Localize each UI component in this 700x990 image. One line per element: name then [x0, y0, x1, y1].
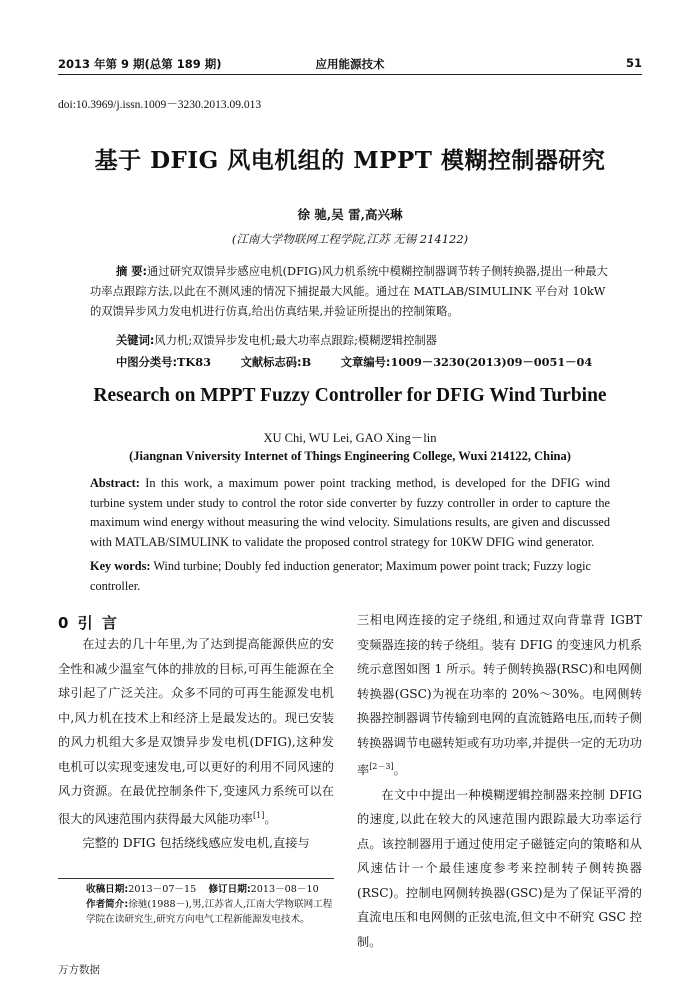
- paragraph: 在过去的几十年里,为了达到提高能源供应的安全性和减少温室气体的排放的目标,可再生能源在全球引起了广泛关注。众多不同的可再生能源发电机中,风力机在技术上和经济上是最发达的。现已安装的风力机组大多是双馈异步发电机(DFIG),这种发电机可以实现变速发电,可以更好的利用不同风速的风力资源。在最优控制条件下,变速风力系统可以在很大的风速范围内获得最大风能功率[1]。: [58, 637, 334, 826]
- clc-number: 中图分类号:TK83: [116, 355, 211, 369]
- keywords-chinese: [116, 332, 610, 348]
- authors-english: XU Chi, WU Lei, GAO Xing－lin: [263, 431, 437, 445]
- abstract-en-label: Abstract:: [90, 476, 140, 490]
- classification-line: [116, 354, 610, 370]
- abstract-en-text: In this work, a maximum power point tracking method, is developed for the DFIG wind turbine system under study to control the rotor side converter by fuzzy controller in order to capture the maximum wind energy without measuring the wind velocity. Simulations results, are given and discussed with MATLAB/SIMULINK to validate the proposed control strategy for 10KW DFIG wind generator.: [90, 476, 610, 549]
- footnote: [86, 882, 336, 927]
- body-left-column: [58, 632, 334, 856]
- article-number: 文章编号:1009－3230(2013)09－0051－04: [340, 355, 593, 369]
- affiliation-english: (Jiangnan Vniversity Internet of Things Engineering College, Wuxi 214122, China): [129, 449, 571, 463]
- page-number: 51: [625, 56, 642, 70]
- doi: doi:10.3969/j.issn.1009－3230.2013.09.013: [58, 99, 262, 111]
- paragraph: 在文中中提出一种模糊逻辑控制器来控制 DFIG 的速度,以此在较大的风速范围内跟踪最大功率运行点。该控制器用于通过使用定子磁链定向的策略和从风速估计一个最佳速度参考来控制转子侧转换器(RSC)。控制电网侧转换器(GSC)是为了保证平滑的直流电压和电网侧的正弦电流,但文中不研究 GSC 控制。: [357, 787, 642, 949]
- abstract-english: [90, 474, 610, 552]
- authors-chinese: 徐 驰,吴 雷,高兴琳: [297, 207, 403, 222]
- footer-watermark: 万方数据: [58, 964, 100, 976]
- title-english: Research on MPPT Fuzzy Controller for DFIG Wind Turbine: [93, 385, 607, 406]
- citation: [2－3]: [369, 762, 394, 771]
- document-code: 文献标志码:B: [240, 355, 312, 369]
- footnote-dates: 收稿日期:2013－07－15 修订日期:2013－08－10: [86, 884, 319, 895]
- footnote-rule: [58, 878, 334, 879]
- keywords-label: 关键词:: [116, 334, 155, 347]
- paragraph: 完整的 DFIG 包括绕线感应发电机,直接与: [82, 836, 310, 851]
- footnote-author: 作者简介:徐驰(1988－),男,江苏省人,江南大学物联网工程学院在读研究生,研究方向电气工程新能源发电技术。: [86, 899, 333, 925]
- affiliation-chinese: (江南大学物联网工程学院,江苏 无锡 214122): [231, 232, 469, 246]
- keywords-en-text: Wind turbine; Doubly fed induction generator; Maximum power point track; Fuzzy logic controller.: [90, 559, 591, 593]
- title-chinese: 基于 DFIG 风电机组的 MPPT 模糊控制器研究: [94, 147, 606, 174]
- paragraph: 三相电网连接的定子绕组,和通过双向背靠背 IGBT 变频器连接的转子绕组。装有 DFIG 的变速风力机系统示意图如图 1 所示。转子侧转换器(RSC)和电网侧转换器(GSC)为视在功率的 20%～30%。电网侧转换器控制器调节传输到电网的直流链路电压,而转子侧转换器调节电磁转矩或有功功率,并提供一定的无功功率[2－3]。: [357, 613, 642, 778]
- abstract-text: 通过研究双馈异步感应电机(DFIG)风力机系统中模糊控制器调节转子侧转换器,提出一种最大功率点跟踪方法,以此在不测风速的情况下捕捉最大风能。通过在 MATLAB/SIMULINK 平台对 10kW 的双馈异步风力发电机进行仿真,给出仿真结果,并验证所提出的控制策略。: [90, 265, 608, 318]
- journal-name: 应用能源技术: [315, 57, 385, 71]
- keywords-english: [90, 557, 610, 596]
- body-right-column: [357, 608, 642, 954]
- keywords-text: 风力机;双馈异步发电机;最大功率点跟踪;模糊逻辑控制器: [154, 334, 437, 347]
- journal-issue: 2013 年第 9 期(总第 189 期): [58, 57, 222, 71]
- abstract-chinese: [90, 262, 610, 322]
- citation: [1]: [253, 810, 265, 820]
- header-rule: [58, 74, 642, 75]
- section-heading-introduction: 0 引 言: [58, 614, 119, 632]
- running-header: [58, 52, 642, 74]
- keywords-en-label: Key words:: [90, 559, 151, 573]
- abstract-label: 摘 要:: [116, 265, 148, 278]
